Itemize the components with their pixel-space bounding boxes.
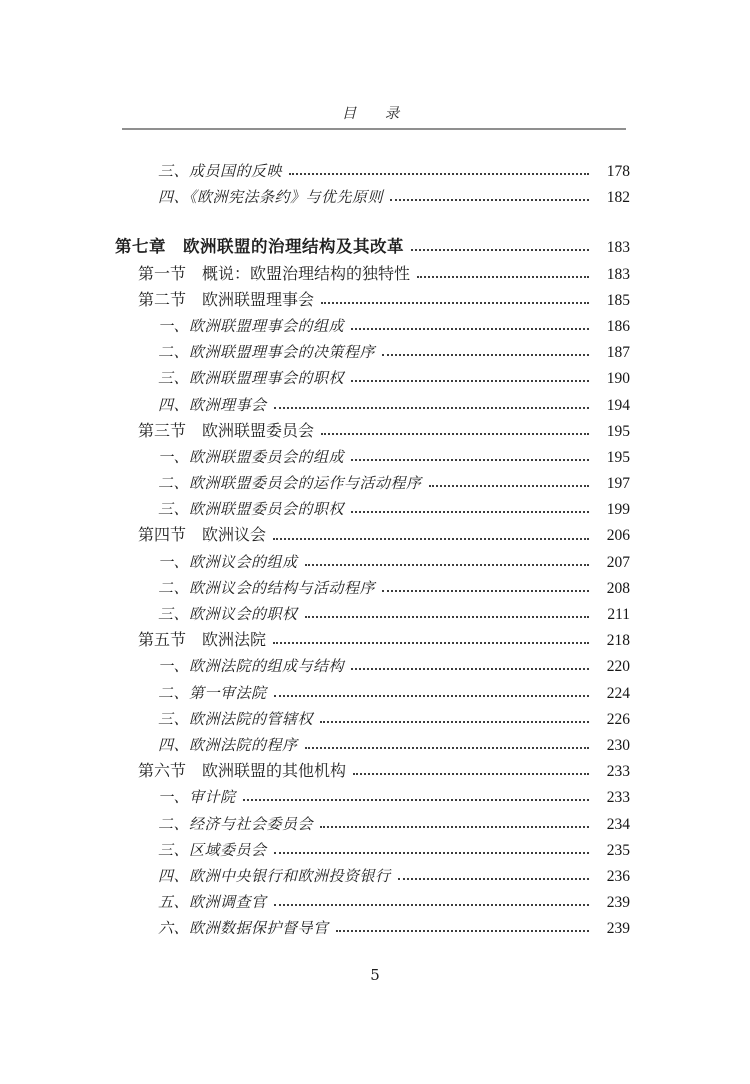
toc-entry-title: 第四节 欧洲议会 [138,525,267,545]
toc-entry-page: 190 [606,370,630,388]
toc-entry-page: 206 [606,527,630,545]
toc-entry [113,261,630,287]
dot-leader [274,407,589,409]
toc-entry-title: 六、欧洲数据保护督导官 [158,919,329,938]
dot-leader [351,459,589,461]
toc-entry-page: 183 [606,239,630,257]
toc-entry-page: 233 [606,763,630,781]
dot-leader [274,852,589,854]
toc-entry-page: 224 [606,684,630,702]
toc-entry [113,418,630,444]
toc-entry-title: 一、审计院 [158,788,236,807]
running-header-title: 目 录 [341,106,407,122]
toc-entry [113,287,630,313]
toc-entry-page: 220 [606,658,630,676]
toc-entry [113,627,630,653]
toc-entry-page: 234 [606,815,630,833]
dot-leader [351,511,589,513]
toc-entry [113,863,630,889]
toc-entry-title: 第一节 概说：欧盟治理结构的独特性 [138,263,411,283]
toc-entry-title: 二、欧洲议会的结构与活动程序 [158,578,376,597]
toc-entry-page: 207 [606,553,630,571]
toc-entry [113,706,630,732]
toc-entry-page: 236 [606,867,630,885]
toc-entry-page: 194 [606,396,630,414]
toc-entry [113,549,630,575]
toc-entry-title: 二、欧洲联盟委员会的运作与活动程序 [158,474,422,493]
toc-entry [113,184,630,210]
toc-entry-title: 二、第一审法院 [158,683,267,702]
toc-entry [113,522,630,548]
toc-entry-title: 四、欧洲法院的程序 [158,735,298,754]
toc-entry [113,601,630,627]
toc-entry-title: 第二节 欧洲联盟理事会 [138,289,315,309]
toc-entry-title: 四、《欧洲宪法条约》与优先原则 [158,188,384,207]
toc-entry-title: 二、经济与社会委员会 [158,814,314,833]
dot-leader [336,930,589,932]
dot-leader [320,721,589,723]
dot-leader [382,590,589,592]
toc-entry-page: 195 [606,448,630,466]
toc-entry-page: 199 [606,501,630,519]
toc-entry-title: 一、欧洲联盟理事会的组成 [158,316,345,335]
header-rule [122,128,626,130]
toc-entry [113,837,630,863]
toc-entry-page: 235 [606,841,630,859]
toc-entry-page: 230 [606,736,630,754]
toc-entry-title: 五、欧洲调查官 [158,893,267,912]
toc-entry-page: 208 [606,579,630,597]
toc-entry-page: 226 [606,710,630,728]
toc-entry-page: 233 [606,789,630,807]
toc-entry-title: 三、区域委员会 [158,840,267,859]
dot-leader [417,276,589,278]
toc-entry [113,158,630,184]
toc-entry-page: 185 [606,291,630,309]
toc-entry [113,496,630,522]
toc-entry [113,444,630,470]
toc-entry-page: 211 [607,606,630,623]
dot-leader [243,799,589,801]
toc-entry [113,392,630,418]
toc-entry-title: 四、欧洲理事会 [158,395,267,414]
toc-entry-title: 四、欧洲中央银行和欧洲投资银行 [158,866,391,885]
dot-leader [429,485,589,487]
page-number: 5 [370,966,380,984]
toc-entry-title: 一、欧洲法院的组成与结构 [158,657,345,676]
toc-entry [113,732,630,758]
toc-entry-title: 三、欧洲联盟理事会的职权 [158,369,345,388]
dot-leader [382,354,589,356]
toc-entry-title: 三、成员国的反映 [158,162,283,180]
dot-leader [273,538,589,540]
toc-entry-title: 一、欧洲联盟委员会的组成 [158,447,345,466]
dot-leader [398,878,589,880]
dot-leader [274,904,589,906]
dot-leader [289,173,589,175]
dot-leader [351,668,589,670]
toc-entry [113,365,630,391]
toc-entry-title: 第七章 欧洲联盟的治理结构及其改革 [115,237,404,257]
toc-entry [113,758,630,784]
dot-leader [321,302,589,304]
toc-entry-title: 三、欧洲法院的管辖权 [158,709,314,728]
toc-entry-page: 183 [606,265,630,283]
dot-leader [351,328,589,330]
toc-entry-title: 三、欧洲议会的职权 [158,605,298,623]
toc-entry-page: 187 [606,344,630,362]
toc-entry-title: 第六节 欧洲联盟的其他机构 [138,761,347,781]
toc-entry-page: 186 [606,317,630,335]
dot-leader [353,773,589,775]
dot-leader [320,826,589,828]
toc-entry [113,575,630,601]
toc-entry-page: 239 [606,894,630,912]
toc-entry-page: 182 [606,189,630,207]
toc-list [113,158,630,941]
dot-leader [390,199,589,201]
toc-entry [113,889,630,915]
toc-entry [113,811,630,837]
toc-entry [113,234,630,260]
toc-entry-title: 第五节 欧洲法院 [138,630,267,650]
toc-entry-page: 239 [606,920,630,938]
dot-leader [351,380,589,382]
dot-leader [411,249,589,251]
toc-entry-title: 一、欧洲议会的组成 [158,552,298,571]
dot-leader [274,695,589,697]
dot-leader [273,642,589,644]
dot-leader [321,433,589,435]
toc-entry-page: 218 [606,632,630,650]
toc-entry-page: 195 [606,422,630,440]
toc-entry-title: 三、欧洲联盟委员会的职权 [158,500,345,519]
toc-entry [113,784,630,810]
toc-entry [113,470,630,496]
dot-leader [305,616,589,618]
toc-entry-page: 197 [606,475,630,493]
toc-entry [113,915,630,941]
toc-entry-title: 第三节 欧洲联盟委员会 [138,420,315,440]
toc-entry [113,339,630,365]
dot-leader [305,564,589,566]
dot-leader [305,747,589,749]
toc-entry [113,313,630,339]
toc-entry [113,680,630,706]
toc-entry-page: 178 [606,163,630,180]
toc-entry-title: 二、欧洲联盟理事会的决策程序 [158,343,376,362]
toc-entry [113,653,630,679]
